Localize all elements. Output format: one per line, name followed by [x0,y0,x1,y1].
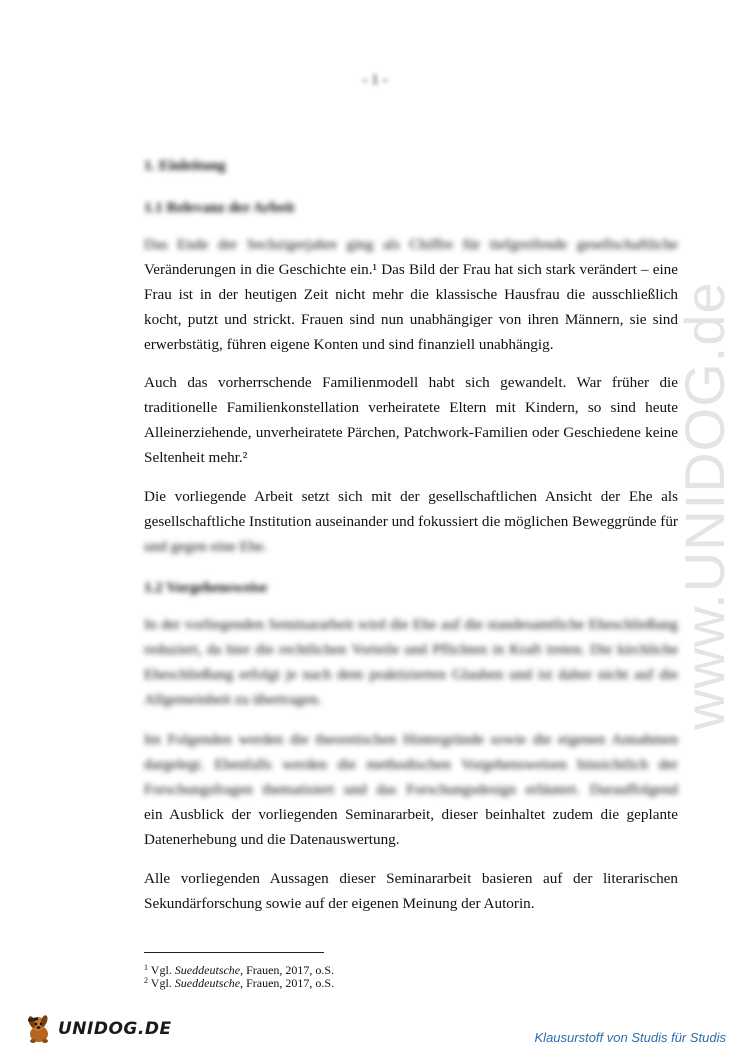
page-number: - 1 - [362,72,388,88]
paragraph-relevanz-3 [144,484,678,559]
text-line: Alleinerziehende, unverheiratete Pärchen, Patchwork-Familien oder Geschiedene keine [144,424,678,441]
text-line: gesellschaftliche Institution auseinander und fokussiert die möglichen Beweggründe für [144,513,678,530]
text-line: Veränderungen in die Geschichte ein.¹ Das Bild der Frau hat sich stark verändert – eine [144,261,678,278]
footnote-source: Sueddeutsche [174,976,241,990]
text-line: erwerbstätig, führen eigene Konten und sind finanziell unabhängig. [144,336,554,353]
text-line: Auch das vorherrschende Familienmodell habt sich gewandelt. War früher die [144,374,678,391]
text-line: reduziert, da hier die rechtlichen Vorteile und Pflichten in Kraft treten. Die kirchliche [144,641,678,658]
text-line: Allgemeinheit zu übertragen. [144,691,322,708]
dog-mascot-icon [22,1012,56,1046]
subsection-heading-relevanz: 1.1 Relevanz der Arbeit [144,200,295,216]
footnote-number: 1 [144,963,148,972]
unidog-logo[interactable] [22,1012,172,1046]
watermark-text: www.UNIDOG.de [673,281,736,730]
text-line: dargelegt. Ebenfalls werden die methodischen Vorgehensweisen hinsichtlich der [144,756,678,773]
text-line: Seltenheit mehr.² [144,449,248,466]
paragraph-vorgehensweise-3 [144,866,678,916]
paragraph-vorgehensweise-1 [144,612,678,712]
text-line: und gegen eine Ehe. [144,538,268,555]
footnote-rest: , Frauen, 2017, o.S. [240,976,335,990]
footnote-rest: , Frauen, 2017, o.S. [240,963,335,977]
text-line: Alle vorliegenden Aussagen dieser Seminararbeit basieren auf der literarischen [144,870,678,887]
text-line: ein Ausblick der vorliegenden Seminararbeit, dieser beinhaltet zudem die geplante [144,806,678,823]
text-line: Das Ende der Sechzigerjahre ging als Chiffre für tiefgreifende gesellschaftliche [144,236,678,253]
text-line: Im Folgenden werden die theoretischen Hintergründe sowie die eigenen Annahmen [144,731,678,748]
logo-text: UNIDOG.DE [58,1019,172,1039]
text-line: Frau ist in der heutigen Zeit nicht mehr die klassische Hausfrau die ausschließlich [144,286,678,303]
text-line: In der vorliegenden Seminararbeit wird die Ehe auf die standesamtliche Eheschließung [144,616,678,633]
text-line: Forschungsfragen thematisiert und das Forschungsdesign erläutert. Darauffolgend [144,781,678,798]
footnote-2 [144,974,334,990]
section-heading-einleitung: 1. Einleitung [144,158,226,174]
text-line: Datenerhebung und die Datenauswertung. [144,831,400,848]
paragraph-relevanz-2 [144,370,678,470]
footnote-number: 2 [144,976,148,985]
footnote-prefix: Vgl. [150,963,175,977]
subsection-heading-vorgehensweise: 1.2 Vorgehensweise [144,580,268,596]
paragraph-relevanz-1 [144,232,678,357]
footnote-divider [144,952,324,953]
footer-tagline: Klausurstoff von Studis für Studis [534,1030,726,1045]
text-line: Eheschließung erfolgt je nach dem praktizierten Glauben und ist daher nicht auf die [144,666,678,683]
footnote-source: Sueddeutsche [174,963,241,977]
text-line: Sekundärforschung sowie auf der eigenen Meinung der Autorin. [144,895,535,912]
text-line: traditionelle Familienkonstellation verheiratete Eltern mit Kindern, so sind heute [144,399,678,416]
text-line: Die vorliegende Arbeit setzt sich mit der gesellschaftlichen Ansicht der Ehe als [144,488,678,505]
text-line: kocht, putzt und strickt. Frauen sind nun unabhängiger von ihren Männern, sie sind [144,311,678,328]
footnote-prefix: Vgl. [150,976,175,990]
paragraph-vorgehensweise-2 [144,727,678,852]
